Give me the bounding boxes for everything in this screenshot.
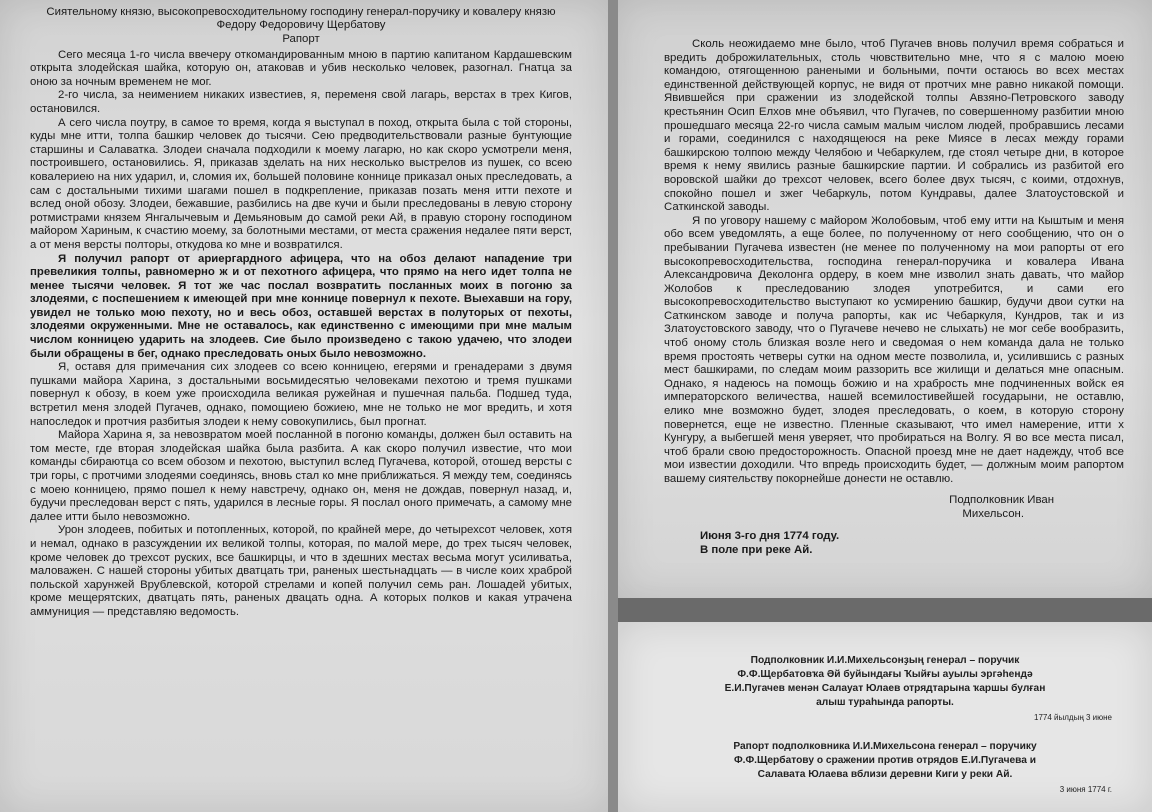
signature-name: Михельсон. <box>962 507 1024 520</box>
paragraph: Я, оставя для примечания сих злодеев со всею конницею, егерями и гренадерами з двумя пушками майора Харина, з достальными восьмидесятью человеками пехотою и тремя пушками повернул к обозу, в коем уже происходила великая ружейная и пушечная пальба. Подшед туда, встретил меня злодей Пугачев, однако, помощиею божиею, мне не только не мог вредить, и хотя напоследок и протчия разбитыя злодеи к нему совокупились, был прогнат. <box>30 361 572 428</box>
paragraph: Я получил рапорт от ариергардного афицера, что на обоз делают нападение три превеликия толпы, равномерно ж и от пехотного афицера, что прямо на него идет толпа не менее тысячи человек. Я тот же час послал возвратить посланных моих в погоню за злодеями, с поспешением к имеющей при мне коннице повернул к пехоте. Выехавши на гору, увидел не только мою пехоту, но и весь обоз, оставшей верстах в полуторых от пехоты, злодеями окруженными. Мне не оставалось, как единственно с имеющими при мне малым числом конницею ударить на злодеев. Сие было произведено с такою удачею, что злодеи были обращены в бег, однако преследовать оных было невозможно. <box>30 252 572 360</box>
dark-band <box>618 598 1152 622</box>
caption-line: Ф.Ф.Щербатову о сражении против отрядов Е.И.Пугачева и <box>733 755 1037 766</box>
report-address: Сиятельному князю, высокопревосходительному господину генерал-поручику и ковалеру князю Федору Федоровичу Щербатову <box>46 6 556 31</box>
signature-line: Подполковник Иван <box>949 493 1054 506</box>
paragraph: Я по уговору нашему с майором Жолобовым, чтоб ему итти на Кыштым и меня обо всем уведомлять, а еще более, по полученному от него сообщению, что он о пребывании Пугачева известен (не менее по полученному на мои рапорты от его высокопревосходительства, господина генерал-поручика и ковалера Ивана Александровича Деколонга ордеру, в коем мне изволил знать давать, что майор Жолобов к преследованию злодея употребится, и сами его высокопревосходительство выступают ко усмирению башкир, будучи двои сутки на Саткинском заводе и получа рапорты, как ис Чебаркуля, Кундров, так и из Златоустовского заводу, что о Пугачеве нечево не слыхать) не мог себе вообразить, чтоб оному столь близкая возле него и сведомая о нем команда дала не только время простоять четверы сутки на одном месте позволила, и, усилившись с разных мест башкирами, по следам моим раззорить все жилищи и делаться мне опасным. Однако, я надеюсь на помощь божию и на храбрость мне подчиненных войск ея императорского величества, нашей всемилостивейшей государыни, не оставлю, елико мне возможно будет, злодея преследовать, о коем, в которую сторону повернется, еще не известно. Пленные сказывают, что имел намерение, итти х Кунгуру, а выбегшей меня уверяет, что пробираться на Волгу. Я во все места писал, чтоб брали свою предосторожность. Опасной проезд мне не дает надежду, чтоб все мои известии доходили. Что впредь происходить будет, — должным моим рапортом вашему сиятельству покорнейше донести не оставлю. <box>664 214 1124 485</box>
bashkir-caption <box>658 654 1112 725</box>
paragraph: А сего числа поутру, в самое то время, когда я выступал в поход, открыта была с той стороны, куды мне итти, толпа башкир человек до тысячи. Сею предводительствовали разные бунтующие старшины и Салаватка. Злодеи сначала подходили к моему лагарю, но как скоро усмотрели меня, построившего, остановились. Я, приказав зделать на них несколько выстрелов из пушек, со всею ковалериею на них ударил, и, сломия их, большей половине коннице приказал оных преследовать, а сам с достальными тихими шагами пошел в подкрепление, приказав позать меня итти пехоте и вслед оной обозу. Злодеи, бежавшие, разбились на две кучи и были преследованы в левую сторону ротмистрами князем Янгалычевым и Демьяновым до самой реки Ай, в правую сторону господином майором Хариным, к счастию моему, за болотными местами, от места сражения недалее пяти верст, а от меня версты полторы, откудова ко мне и возвратился. <box>30 116 572 251</box>
caption-card <box>618 622 1152 812</box>
caption-line: алыш тураһында рапорты. <box>816 697 954 708</box>
report-title: Рапорт <box>282 33 320 45</box>
paragraph: Сколь неожидаемо мне было, чтоб Пугачев вновь получил время собраться и вредить доброжилательных, столь чювствительно мне, что я с малою моею командою, отягощенною ранеными и больными, почти остаюсь во всех местах единственной действующей корпус, не видя от протчих мне равно никакой помощи. Явившейся при сражении из злодейской толпы Авзяно-Петровского заводу крестьянин Осип Елхов мне объявил, что Пугачев, по совершенному разбитии мною прошедшаго месяца 22-го числа самым малым числом людей, пробравшись лесами и горами, соединился с находящеюся на реке Миясе в лесах между горами башкирскою толпою между Челябою и Чебаркулем, где стоял четыре дни, в которое время к нему явились разные башкирские партии. И собрались из разбитой его воровской шайки до трехсот человек, всего более двух тысяч, с коими, отдохнув, спокойно пошел и зжег Чебаркуль, потом Кундравы, далее Златоустовской и Саткинской заводы. <box>664 38 1124 214</box>
caption-line: Подполковник И.И.Михельсонҙың генерал – поручик <box>750 655 1020 666</box>
right-document-page <box>618 0 1152 598</box>
paragraph: Майора Харина я, за невозвратом моей посланной в погоню команды, должен был оставить на том месте, где вторая злодейская шайка была разбита. А как скоро получил известие, что мои команды сбираютца со всем обозом и пехотою, выступил вслед Пугачева, которой, отошед версты с три горы, с протчими злодеями соединясь, вновь стал ко мне приближаться. Я между тем, соединясь с моею конницею, прямо пошел к нему навстречу, однако он, меня не дождав, повернул назад, и, будучи преследован верст с пять, ударился в лесные горы. Я послал оного примечать, а самому мне далее итти было невозможно. <box>30 429 572 523</box>
caption-year: 3 июня 1774 г. <box>1059 785 1112 794</box>
caption-line: Ф.Ф.Щербатовҡа Әй буйындағы Ҡыйғы ауылы эргәһендә <box>737 669 1033 680</box>
paragraph: 2-го числа, за неимением никаких известиев, я, переменя свой лагарь, верстах в трех Кигов, остановился. <box>30 89 572 115</box>
page-gutter <box>608 0 618 812</box>
caption-line: Е.И.Пугачев менән Салауат Юлаев отрядтарына ҡаршы булған <box>724 683 1046 694</box>
caption-line: Рапорт подполковника И.И.Михельсона генерал – поручику <box>733 741 1037 752</box>
caption-line: Салавата Юлаева вблизи деревни Киги у реки Ай. <box>757 769 1013 780</box>
paragraph: Урон злодеев, побитых и потопленных, которой, по крайней мере, до четырехсот человек, хотя и немал, однако в разсуждении их великой толпы, которая, по малой мере, до трех тысяч человек, кроме человек до трехсот руских, все башкирцы, и что в здешних местах весьма могут усиливатьа, маловажен. С нашей стороны убитых дватцать три, раненых шестьнадцать — в числе коих храброй польской харунжей Врублевской, которой стрелами и копей получил семь ран. Лошадей убитых, кроме мещерятских, дватцать пять, раненых двацать одна. А которых полков и какая утрачена аммуниция — представляю ведомость. <box>30 524 572 618</box>
place-line: В поле при реке Ай. <box>700 543 813 556</box>
caption-year: 1774 йылдың 3 июне <box>1034 713 1112 722</box>
paragraph: Сего месяца 1-го числа ввечеру откомандированным мною в партию капитаном Кардашевским открыта злодейская шайка, которую он, атаковав и убив несколько человек, разогнал. Гнатца за оною за ночным временем не мог. <box>30 48 572 88</box>
date-line: Июня 3-го дня 1774 году. <box>700 529 840 542</box>
russian-caption <box>658 740 1112 797</box>
